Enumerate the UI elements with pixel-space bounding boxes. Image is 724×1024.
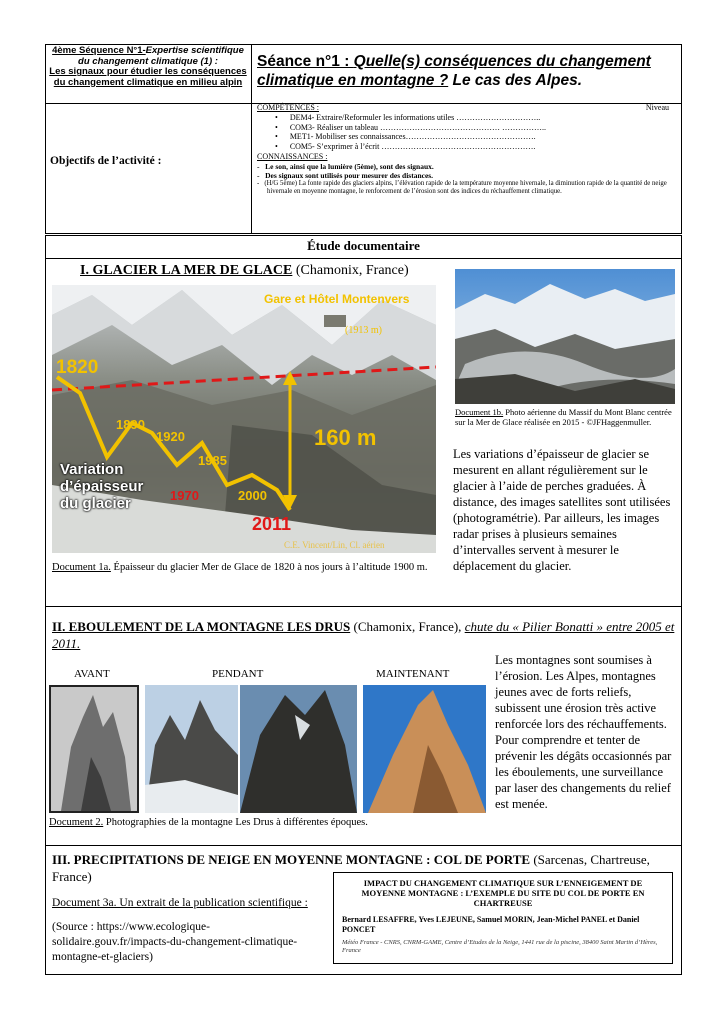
section1-title-main: I. GLACIER LA MER DE GLACE [80,263,293,278]
section2-paragraph: Les montagnes sont soumises à l’érosion. Les Alpes, montagnes jeunes avec de forts reliefs, subissent une érosion très active renforcée lors des réchauffements. Pour comprendre et tenter de prévenir les dégâts occasionnés par les éboulements, une surveillance par laser des changements du relief est menée. [495,653,672,811]
glacier-thickness-figure [52,285,436,553]
label-avant: AVANT [74,668,110,680]
year-1985: 1985 [198,453,227,468]
year-2011: 2011 [252,514,292,534]
competence-item: • COM3- Réaliser un tableau ……………………………………… …………….. [275,122,547,132]
competences-label: COMPÉTENCES : [257,103,320,112]
thickness-label: 160 m [314,425,377,450]
objectives-label: Objectifs de l’activité : [50,155,162,167]
connaissances-list [257,162,677,197]
connaissance-item: - (H/G 5ème) La fonte rapide des glaciers alpins, l’élévation rapide de la température moyenne hivernale, la diminution rapide de la quantité de neige hivernale en moyenne montagne, le renforcement de l’érosion sont des indices du réchauffement climatique. [257,179,667,196]
station-label: Gare et Hôtel Montenvers [264,292,410,306]
niveau-label: Niveau [645,103,669,112]
publication-affiliation: Météo France - CNRS, CNRM-GAME, Centre d’Etudes de la Neige, 1441 rue de la piscine, 38400 Saint Martin d’Hères, France [342,939,658,954]
glacier-thickness-photo [52,285,436,553]
year-1890: 1890 [116,417,145,432]
mont-blanc-aerial-photo [455,269,675,404]
objectives-content [257,103,677,197]
source-link[interactable]: (Source : https://www.ecologique-solidaire.gouv.fr/impacts-du-changement-climatique-montagne-et-glaciers) [52,921,298,963]
aerial-photo-image [455,269,675,404]
publication-title: IMPACT DU CHANGEMENT CLIMATIQUE SUR L’ENNEIGEMENT DE MOYENNE MONTAGNE : L’EXEMPLE DU SITE DU COL DE PORTE EN CHARTREUSE [361,878,645,908]
section2-title [52,618,680,652]
section1-title [80,263,409,279]
header-divider [251,44,252,234]
section-divider [45,845,682,846]
photo-credit: C.E. Vincent/Lin, Cl. aérien [284,540,385,550]
competence-item: • MET1- Mobiliser ses connaissances…………………………………………. [275,132,536,142]
doc1b-caption [455,407,680,427]
altitude-label: (1913 m) [345,325,382,336]
competence-item: • COM5- S’exprimer à l’écrit …………………………………………………. [275,142,536,152]
year-1970: 1970 [170,488,199,503]
connaissances-label: CONNAISSANCES : [257,151,328,161]
label-pendant: PENDANT [212,668,264,680]
sequence-title [47,46,249,88]
section3-title-loc: (Sarcenas, Chartreuse, France) [52,852,650,884]
drus-photo-pendant-2 [240,685,357,813]
seance-title-b: conséquences du changement climatique en montagne ? [257,53,651,89]
drus-photo-pendant-1 [145,685,238,813]
doc2-text: Photographies de la montagne Les Drus à différentes époques. [103,817,368,828]
section2-title-italic: chute du « Pilier Bonatti » entre 2005 et 2011. [52,619,675,651]
sequence-number: 4ème Séquence N°1- [52,45,146,56]
drus-photo-maintenant [363,685,486,813]
doc3a-label: Document 3a. Un extrait de la publication scientifique : [52,897,308,909]
connaissance-item: - Le son, ainsi que la lumière (5ème), sont des signaux. [257,161,434,171]
doc1a-caption [52,561,436,574]
doc2-label: Document 2. [49,817,104,828]
section1-paragraph: Les variations d’épaisseur de glacier se mesurent en allant régulièrement sur le glacier à l’aide de perches graduées. À distance, des images satellites sont utilisées (photogramétrie). Par ailleurs, les images radar prises à plusieurs semaines d’intervalles servent à mesurer le déplacement du glacier. [453,447,671,573]
seance-title [257,52,677,90]
doc1a-text: Épaisseur du glacier Mer de Glace de 1820 à nos jours à l’altitude 1900 m. [110,562,428,573]
year-1820: 1820 [56,357,99,378]
seance-title-a: Quelle(s) [353,53,420,70]
competence-item: • DEM4- Extraire/Reformuler les informations utiles ………………………….. [275,112,541,122]
sequence-subtitle: Les signaux pour étudier les conséquences du changement climatique en milieu alpin [49,66,247,88]
section3-title-main: III. PRECIPITATIONS DE NEIGE EN MOYENNE MONTAGNE : COL DE PORTE [52,852,531,867]
doc1a-label: Document 1a. [52,562,111,573]
doc1b-label: Document 1b. [455,407,504,417]
doc1b-text: Photo aérienne du Massif du Mont Blanc centrée sur la Mer de Glace réalisée en 2015 - ©JFHaggenmuller. [455,407,672,427]
section-divider [45,606,682,607]
publication-authors: Bernard LESAFFRE, Yves LEJEUNE, Samuel MORIN, Jean-Michel PANEL et Daniel PONCET [342,915,640,934]
section2-title-loc: (Chamonix, France), [350,619,465,634]
year-2000: 2000 [238,488,267,503]
section1-title-sub: (Chamonix, France) [292,263,409,278]
drus-photo-avant [49,685,139,813]
etude-title: Étude documentaire [307,238,420,253]
label-maintenant: MAINTENANT [376,668,450,680]
seance-title-c: Le cas des Alpes. [448,72,583,89]
section-divider [45,258,682,259]
seance-prefix: Séance n°1 : [257,53,354,70]
publication-box [333,872,673,964]
connaissance-item: - Des signaux sont utilisés pour mesurer des distances. [257,170,434,180]
section2-title-main: II. EBOULEMENT DE LA MONTAGNE LES DRUS [52,619,351,634]
variation-label: Variation d’épaisseur du glacier [60,461,144,512]
doc2-caption [49,817,469,828]
year-1920: 1920 [156,429,185,444]
competences-list [257,113,677,152]
sequence-name: Expertise scientifique du changement climatique (1) : [78,45,244,67]
